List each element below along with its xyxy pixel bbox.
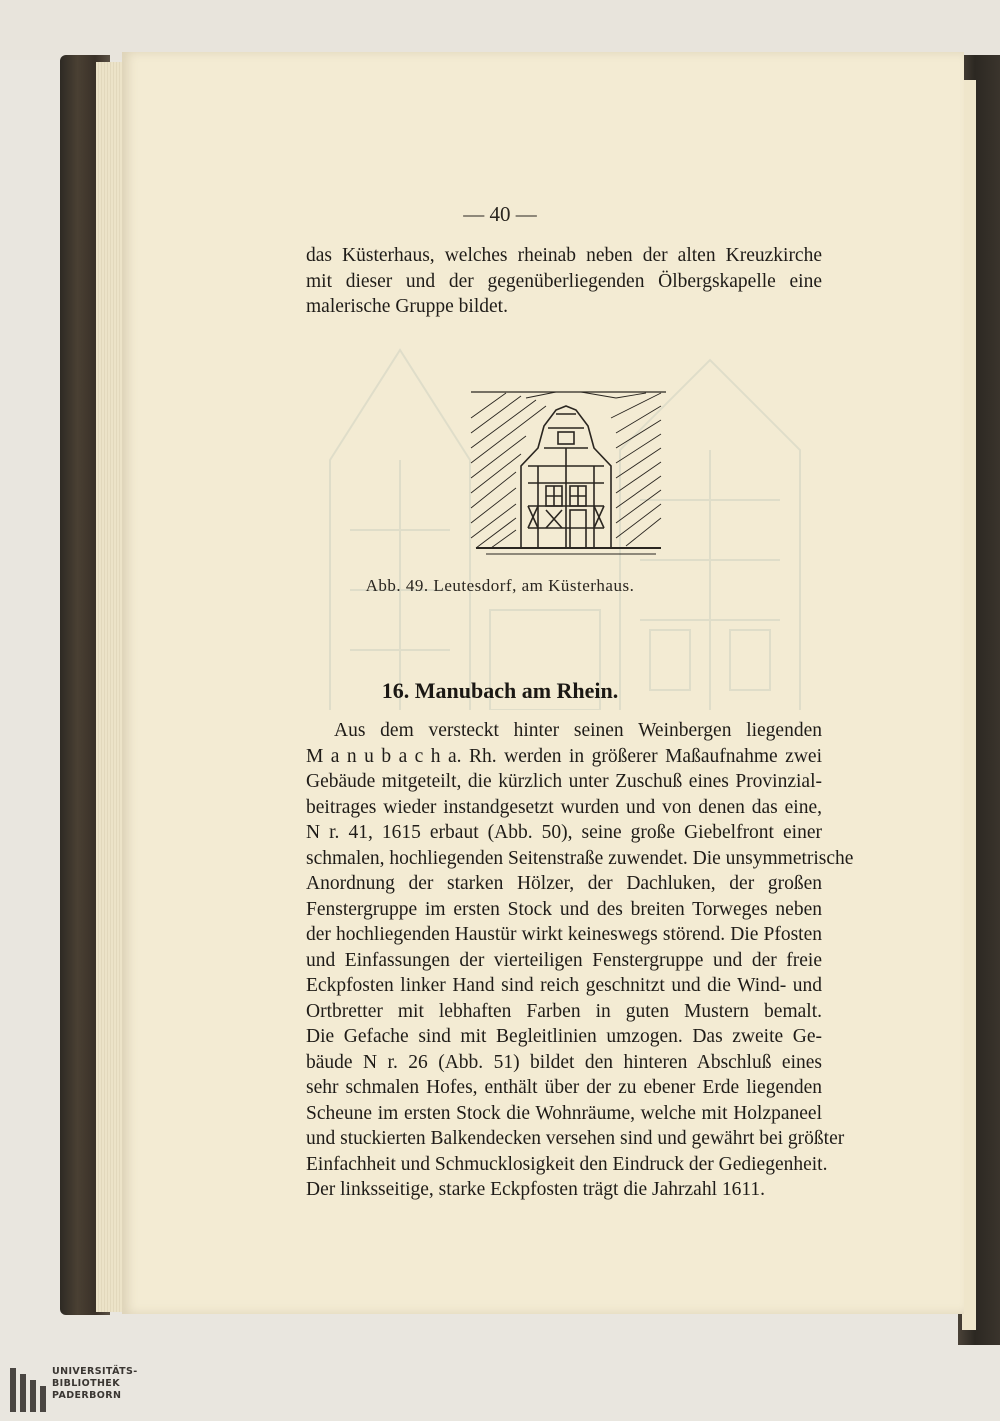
intro-paragraph <box>306 243 822 320</box>
library-logo <box>8 1366 168 1414</box>
text-line: Der linksseitige, starke Eckpfosten trägt die Jahrzahl 1611. <box>306 1179 766 1200</box>
text-line: das Küsterhaus, welches rheinab neben der alten Kreuzkirche <box>306 245 822 266</box>
text-line: Ortbretter mit lebhaften Farben in guten Mustern bemalt. <box>306 1000 822 1022</box>
scan-background <box>0 0 1000 60</box>
text-line: sehr schmalen Hofes, enthält über der zu ebener Erde liegenden <box>306 1077 822 1098</box>
text-line: Eckpfosten linker Hand sind reich geschnitzt und die Wind- und <box>306 975 822 996</box>
text-line: malerische Gruppe bildet. <box>306 296 508 317</box>
text-line: N r. 41, 1615 erbaut (Abb. 50), seine große Giebelfront einer <box>306 822 822 843</box>
text-line: der hochliegenden Haustür wirkt keineswegs störend. Die Pfosten <box>306 924 822 945</box>
text-line: schmalen, hochliegenden Seitenstraße zuwendet. Die unsymmetrische <box>306 847 854 869</box>
text-line: und Einfassungen der vierteiligen Fenstergruppe und der freie <box>306 949 822 971</box>
page-number: — 40 — <box>463 202 537 226</box>
text-line: M a n u b a c h a. Rh. werden in größerer Maßaufnahme zwei <box>306 745 822 767</box>
text-line: Die Gefache sind mit Begleitlinien umzogen. Das zweite Ge- <box>306 1026 822 1047</box>
text-line: mit dieser und der gegenüberliegenden Ölbergskapelle eine <box>306 270 822 292</box>
figure-caption: Abb. 49. Leutesdorf, am Küsterhaus. <box>365 576 635 595</box>
text-line: Gebäude mitgeteilt, die kürzlich unter Zuschuß eines Provinzial- <box>306 771 822 792</box>
text-line: Scheune im ersten Stock die Wohnräume, welche mit Holzpaneel <box>306 1102 822 1124</box>
section-heading: 16. Manubach am Rhein. <box>381 678 619 703</box>
text-line: Aus dem versteckt hinter seinen Weinbergen liegenden <box>334 720 822 741</box>
text-line: beitrages wieder instandgesetzt wurden und von denen das eine, <box>306 796 822 818</box>
text-line: Einfachheit und Schmucklosigkeit den Eindruck der Gediegenheit. <box>306 1153 828 1175</box>
text-line: bäude N r. 26 (Abb. 51) bildet den hinteren Abschluß eines <box>306 1051 822 1073</box>
figure-illustration <box>466 388 666 560</box>
text-line: und stuckierten Balkendecken versehen sind und gewährt bei größter <box>306 1128 845 1149</box>
body-paragraph <box>306 718 854 1203</box>
text-line: Fenstergruppe im ersten Stock und des breiten Torweges neben <box>306 898 822 920</box>
next-page-edge <box>962 80 976 1330</box>
library-logo-icon <box>8 1366 48 1414</box>
library-logo-text: UNIVERSITÄTS- BIBLIOTHEK PADERBORN <box>52 1366 138 1401</box>
text-line: Anordnung der starken Hölzer, der Dachluken, der großen <box>306 873 822 894</box>
